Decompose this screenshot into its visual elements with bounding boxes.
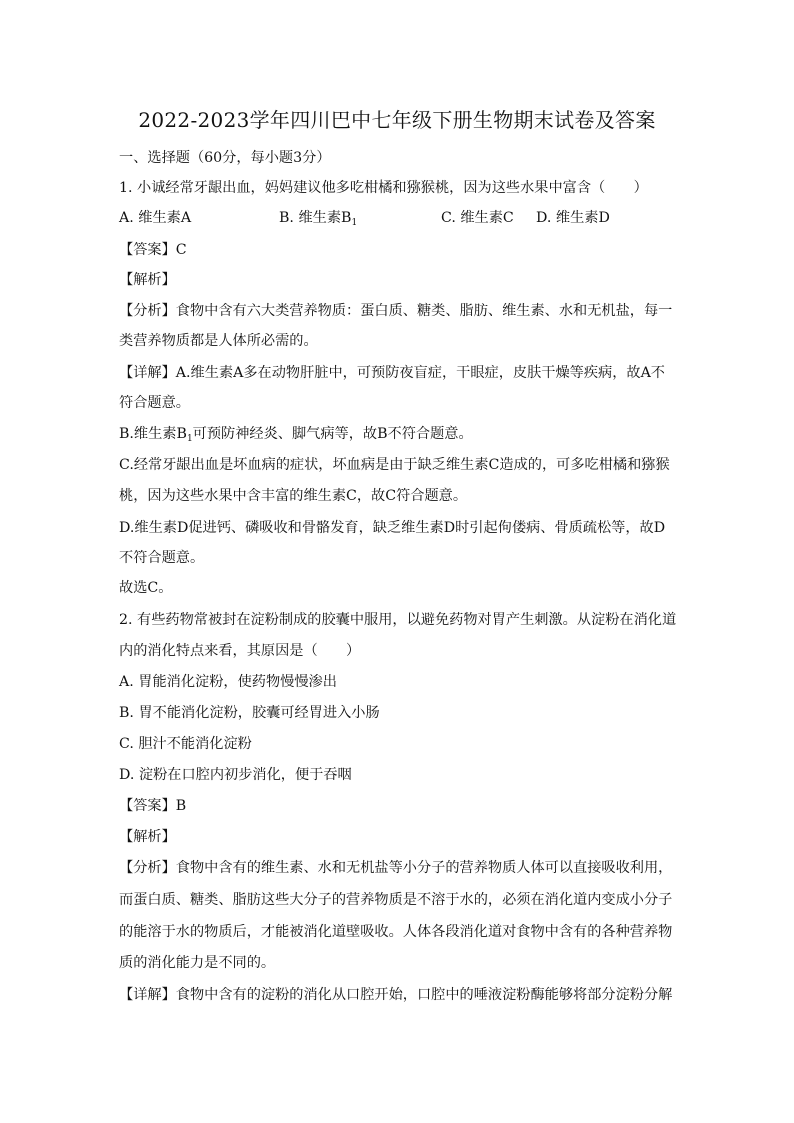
q1-option-c: C. 维生素C [441,210,514,226]
q2-option-b: B. 胃不能消化淀粉，胶囊可经胃进入小肠 [119,705,380,721]
q2-stem-line-2: 内的消化特点来看，其原因是（ ） [119,643,361,659]
q1-options [119,208,679,233]
q1-option-a: A. 维生素A [119,210,192,226]
q1-explain-c-line-2: 桃，因为这些水果中含丰富的维生素C，故C符合题意。 [119,488,468,504]
q1-explain-c-line-1: C.经常牙龈出血是坏血病的症状，坏血病是由于缺乏维生素C造成的，可多吃柑橘和猕猴 [119,457,670,473]
q2-xiangjie-line-1: 【详解】食物中含有的淀粉的消化从口腔开始，口腔中的唾液淀粉酶能够将部分淀粉分解 [119,987,673,1003]
q1-fenxi-line-1: 【分析】食物中含有六大类营养物质：蛋白质、糖类、脂肪、维生素、水和无机盐，每一 [119,303,673,319]
q1-option-b [279,208,441,233]
q1-answer: 【答案】C [119,242,187,258]
q2-fenxi-line-3: 的能溶于水的物质后，才能被消化道壁吸收。人体各段消化道对食物中含有的各种营养物 [119,924,673,940]
q1-explain-d-line-2: 不符合题意。 [119,550,205,566]
q1-xiangjie-line-2: 符合题意。 [119,395,190,411]
q1-option-d: D. 维生素D [536,210,610,226]
q2-answer: 【答案】B [119,798,187,814]
q1-fenxi-line-2: 类营养物质都是人体所必需的。 [119,333,318,349]
q1-explain-d-line-1: D.维生素D促进钙、磷吸收和骨骼发育，缺乏维生素D时引起佝偻病、骨质疏松等，故D [119,520,666,536]
q2-fenxi-line-4: 质的消化能力是不同的。 [119,955,276,971]
q1-option-b-subscript: 1 [351,218,358,228]
page-title: 2022-2023学年四川巴中七年级下册生物期末试卷及答案 [138,108,656,132]
q1-analysis-heading: 【解析】 [119,272,176,288]
q1-xiangjie-line-1: 【详解】A.维生素A多在动物肝脏中，可预防夜盲症，干眼症，皮肤干燥等疾病，故A不 [119,365,665,381]
q1-explain-b [119,424,679,449]
q1-explain-b-post: 可预防神经炎、脚气病等，故B不符合题意。 [192,426,473,442]
q2-fenxi-line-2: 而蛋白质、糖类、脂肪这些大分子的营养物质是不溶于水的，必须在消化道内变成小分子 [119,892,673,908]
section-heading: 一、选择题（60分，每小题3分） [119,150,331,166]
q1-explain-b-pre: B.维生素B [119,426,187,442]
q1-explain-b-subscript: 1 [186,434,193,444]
q2-option-c: C. 胆汁不能消化淀粉 [119,736,252,752]
q2-option-d: D. 淀粉在口腔内初步消化，便于吞咽 [119,767,352,783]
q1-option-b-text: B. 维生素B [279,210,352,226]
q2-option-a: A. 胃能消化淀粉，使药物慢慢渗出 [119,674,337,690]
q2-analysis-heading: 【解析】 [119,829,176,845]
q2-fenxi-line-1: 【分析】食物中含有的维生素、水和无机盐等小分子的营养物质人体可以直接吸收利用， [119,860,673,876]
q1-conclusion: 故选C。 [119,580,173,596]
q2-stem-line-1: 2. 有些药物常被封在淀粉制成的胶囊中服用，以避免药物对胃产生刺激。从淀粉在消化道 [119,612,677,628]
q1-stem: 1. 小诚经常牙龈出血，妈妈建议他多吃柑橘和猕猴桃，因为这些水果中富含（ ） [119,180,648,196]
